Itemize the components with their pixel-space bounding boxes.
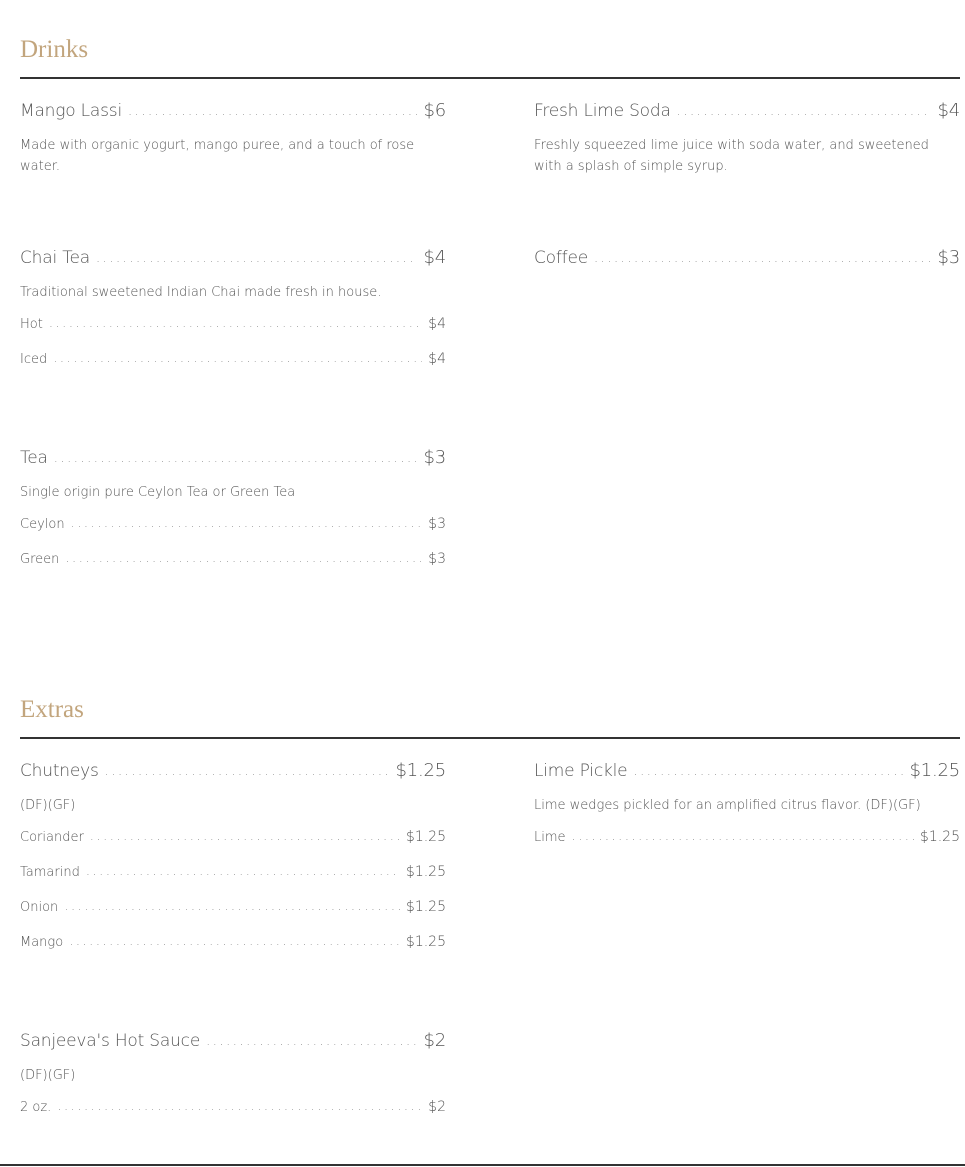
option-name: Lime [534,830,566,845]
item-price: $4 [937,100,960,121]
option-price: $1.25 [405,934,446,950]
dot-leader [49,317,422,330]
section-divider [20,737,960,739]
dot-leader [572,830,914,843]
dot-leader [128,105,417,118]
option-price: $1.25 [405,829,446,845]
section-title-extras: Extras [20,696,84,723]
section-divider [20,77,960,79]
item-name: Sanjeeva's Hot Sauce [20,1031,201,1051]
dot-leader [206,1035,417,1048]
item-name: Lime Pickle [534,761,628,781]
item-price: $6 [423,100,446,121]
option-name: Green [20,552,60,567]
page-bottom-border [0,1164,965,1166]
option-price: $1.25 [405,899,446,915]
menu-item-coffee [534,247,960,273]
item-price: $2 [423,1030,446,1051]
option-price: $1.25 [405,864,446,880]
menu-item-lime-pickle [534,760,960,855]
option-price: $2 [428,1099,446,1115]
item-price: $1.25 [909,760,960,781]
item-name: Fresh Lime Soda [534,101,671,121]
item-options [20,307,446,377]
item-price: $4 [423,247,446,268]
dot-leader [90,830,400,843]
option-name: Iced [20,352,48,367]
dot-leader [57,1100,422,1113]
option-row [20,925,446,960]
item-options [20,820,446,960]
dot-leader [53,352,422,365]
option-row [20,1090,446,1125]
dot-leader [86,865,400,878]
option-name: Mango [20,935,64,950]
option-name: Onion [20,900,59,915]
dot-leader [69,935,400,948]
option-name: 2 oz. [20,1100,52,1115]
menu-item-mango-lassi [20,100,446,177]
item-price: $3 [423,447,446,468]
option-row [20,820,446,855]
item-description: (DF)(GF) [20,1068,76,1083]
dot-leader [633,765,903,778]
option-row [20,855,446,890]
option-price: $4 [428,316,446,332]
option-name: Ceylon [20,517,65,532]
option-name: Hot [20,317,43,332]
item-description: Made with organic yogurt, mango puree, and a touch of rose water. [20,138,415,174]
option-price: $1.25 [919,829,960,845]
dot-leader [65,552,422,565]
dot-leader [96,252,418,265]
menu-item-hot-sauce [20,1030,446,1125]
item-price: $1.25 [395,760,446,781]
dot-leader [677,105,932,118]
item-description: Lime wedges pickled for an amplified citrus flavor. (DF)(GF) [534,798,921,813]
item-description: Single origin pure Ceylon Tea or Green Tea [20,485,296,500]
option-row [20,542,446,577]
menu-item-tea [20,447,446,577]
menu-item-chutneys [20,760,446,960]
item-name: Coffee [534,248,588,268]
item-name: Mango Lassi [20,101,122,121]
dot-leader [71,517,423,530]
menu-item-fresh-lime-soda [534,100,960,177]
option-row [20,507,446,542]
item-price: $3 [937,247,960,268]
item-options [20,1090,446,1125]
dot-leader [64,900,400,913]
option-price: $4 [428,351,446,367]
option-name: Coriander [20,830,84,845]
menu-item-chai-tea [20,247,446,377]
dot-leader [105,765,390,778]
option-price: $3 [428,516,446,532]
section-title-drinks: Drinks [20,36,89,63]
item-options [534,820,960,855]
item-name: Chai Tea [20,248,90,268]
item-options [20,507,446,577]
option-row [534,820,960,855]
option-price: $3 [428,551,446,567]
item-description: Traditional sweetened Indian Chai made fresh in house. [20,285,382,300]
item-name: Tea [20,448,48,468]
item-name: Chutneys [20,761,99,781]
item-description: Freshly squeezed lime juice with soda water, and sweetened with a splash of simple syrup. [534,138,929,174]
option-name: Tamarind [20,865,80,880]
dot-leader [594,252,932,265]
item-description: (DF)(GF) [20,798,76,813]
option-row [20,342,446,377]
option-row [20,307,446,342]
dot-leader [54,452,418,465]
option-row [20,890,446,925]
